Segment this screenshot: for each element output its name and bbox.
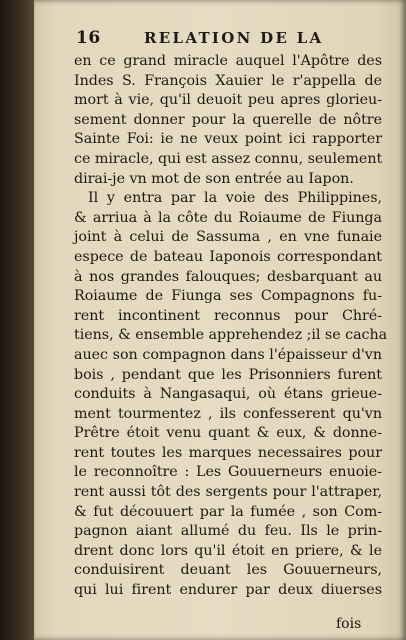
- page-header: [76, 28, 394, 50]
- text-line: Roiaume de Fiunga ses Compagnons fu-: [74, 288, 382, 305]
- text-line: tiens, & ensemble apprehendez ;il se cacha: [74, 327, 388, 344]
- book-gutter-shadow: [0, 0, 34, 640]
- text-line: rent toutes les marques necessaires pour: [74, 444, 382, 461]
- text-line: en ce grand miracle auquel l'Apôtre des: [74, 53, 382, 69]
- text-line: le reconnoître : Les Gouuerneurs enuoie-: [74, 464, 382, 481]
- text-line: rent incontinent reconnus pour Chré-: [74, 307, 382, 324]
- text-line: mort à vie, qu'il deuoit peu apres glorieu-: [74, 92, 382, 109]
- text-line: conduisirent deuant les Gouuerneurs,: [74, 562, 382, 579]
- text-line: joint à celui de Sassuma , en vne funaie: [74, 229, 382, 246]
- text-line: & arriua à la côte du Roiaume de Fiunga: [74, 209, 382, 226]
- text-line: Sainte Foi: ie ne veux point ici rapporter: [74, 131, 382, 148]
- paragraph-first-line: Il y entra par la voie des Philippines,: [88, 190, 382, 207]
- text-line: espece de bateau Iaponois correspondant: [74, 248, 382, 265]
- running-head: RELATION DE LA: [144, 29, 324, 47]
- body-text: [74, 52, 388, 601]
- page-number: 16: [76, 28, 101, 48]
- text-line: pagnon aiant allumé du feu. Ils le prin-: [74, 523, 382, 540]
- text-line: ce miracle, qui est assez connu, seulement: [74, 150, 383, 167]
- text-line: auec son compagnon dans l'épaisseur d'vn: [74, 346, 382, 363]
- text-line: drent donc lors qu'il étoit en priere, & le: [74, 542, 382, 559]
- text-line: sement donner pour la querelle de nôtre: [74, 111, 382, 128]
- text-line: rent aussi tôt des sergents pour l'attraper,: [74, 484, 382, 501]
- catchword: fois: [336, 616, 362, 632]
- text-line: bois , pendant que les Prisonniers furent: [74, 366, 382, 383]
- text-line: qui lui firent endurer par deux diuerses: [74, 582, 382, 599]
- text-line: & fut découuert par la fumée , son Com-: [74, 503, 382, 520]
- text-line: conduits à Nangasaqui, où étans grieue-: [74, 386, 382, 403]
- text-line: Prêtre étoit venu quant & eux, & donne-: [74, 425, 382, 442]
- text-line: Indes S. François Xauier le r'appella de: [74, 72, 382, 89]
- text-line: ment tourmentez , ils confesserent qu'vn: [74, 405, 382, 422]
- text-line: à nos grandes falouques; desbarquant au: [74, 268, 382, 285]
- text-line: dirai-je vn mot de son entrée au Iapon.: [74, 170, 354, 187]
